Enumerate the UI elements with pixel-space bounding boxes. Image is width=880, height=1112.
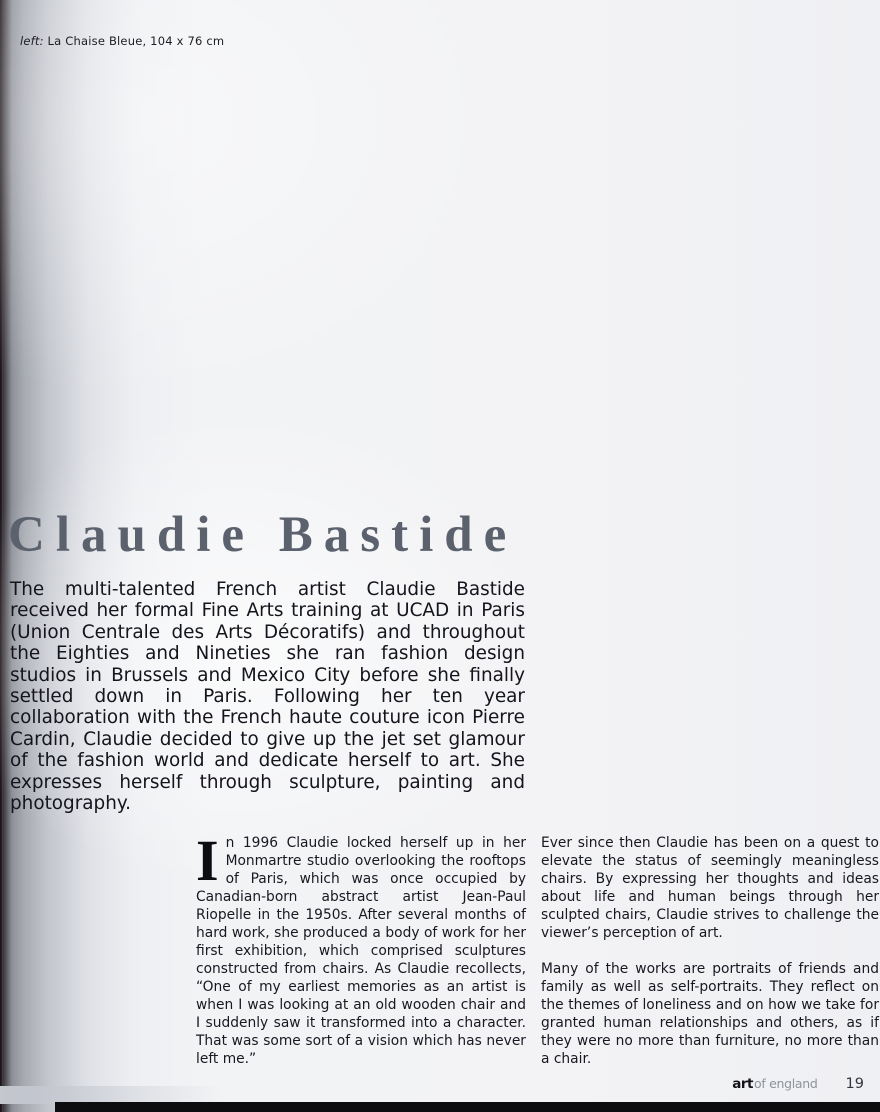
scan-edge-line — [2, 0, 3, 1112]
footer — [732, 1076, 864, 1092]
left-column — [196, 828, 526, 1068]
right-paragraph-1: Ever since then Claudie has been on a quest to elevate the status of seemingly meaningless chairs. By expressing her thoughts and ideas about life and human beings through her sculpted chairs, Claudie strives to challenge the viewer’s perception of art. — [541, 835, 879, 941]
artwork-caption — [20, 34, 224, 48]
page-number: 19 — [845, 1076, 864, 1092]
scan-bottom-bar — [55, 1102, 880, 1112]
left-paragraph-text: n 1996 Claudie locked herself up in her Monmartre studio overlooking the rooftops of Paris, which was once occupied by Canadian-born abstract artist Jean-Paul Riopelle in the 1950s. After several months of hard work, she produced a body of work for her first exhibition, which comprised sculptures constructed from chairs. As Claudie recollects, “One of my earliest memories as an artist is when I was looking at an old wooden chair and I suddenly saw it transformed into a character. That was some sort of a vision which has never left me.” — [196, 835, 526, 1067]
left-paragraph — [196, 828, 526, 1068]
drop-cap: I — [196, 828, 219, 893]
magazine-logo-bold: art — [732, 1076, 753, 1092]
right-paragraph-2: Many of the works are portraits of friends and family as well as self-portraits. They reflect on the themes of loneliness and on how we take for granted human relationships and others, as if they were no more than furniture, no more than a chair. — [541, 961, 879, 1067]
caption-text: La Chaise Bleue, 104 x 76 cm — [43, 34, 225, 48]
magazine-logo-light: of england — [753, 1076, 818, 1091]
right-column — [541, 834, 879, 1068]
article-title: Claudie Bastide — [8, 507, 518, 563]
article-intro: The multi-talented French artist Claudie Bastide received her formal Fine Arts training at UCAD in Paris (Union Centrale des Arts Décoratifs) and throughout the Eighties and Nineties she ran fashion design studios in Brussels and Mexico City before she finally settled down in Paris. Following her ten year collaboration with the French haute couture icon Pierre Cardin, Claudie decided to give up the jet set glamour of the fashion world and dedicate herself to art. She expresses herself through sculpture, painting and photography. — [10, 579, 525, 815]
caption-prefix: left: — [20, 34, 44, 48]
body-columns — [196, 828, 879, 1068]
